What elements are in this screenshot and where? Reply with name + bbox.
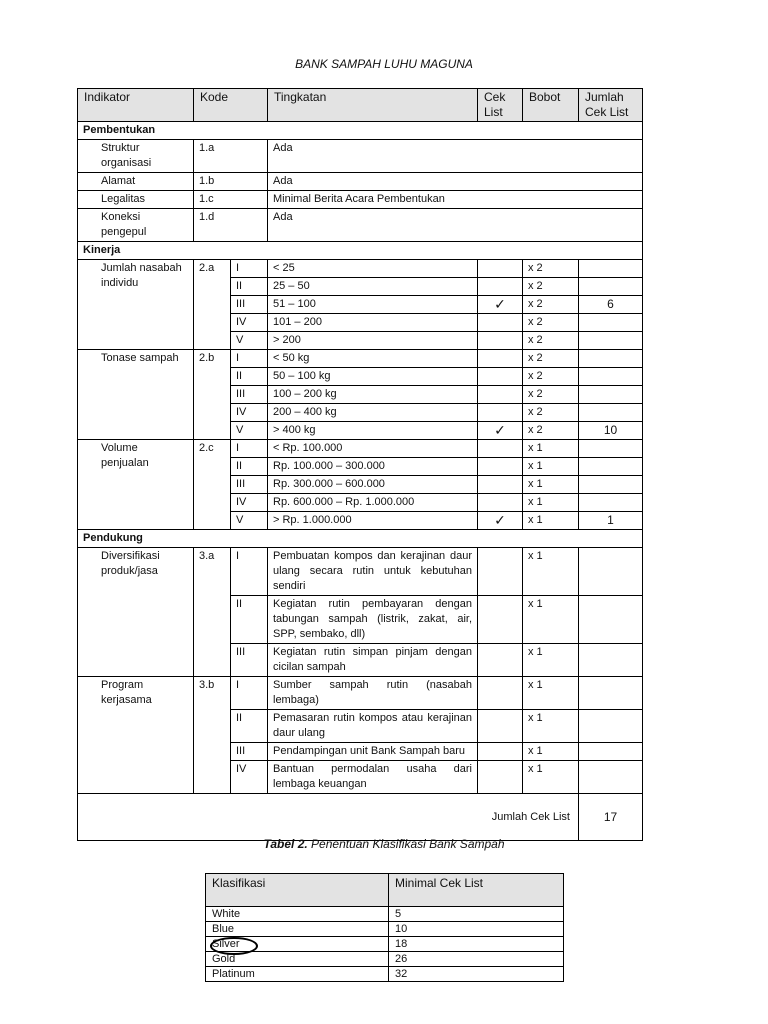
class-min-cell: 5 (389, 907, 564, 922)
bobot-cell: x 2 (523, 296, 579, 314)
level-description-cell: Sumber sampah rutin (nasabah lembaga) (268, 677, 478, 710)
check-cell (478, 458, 523, 476)
indicator-cell: Volume penjualan (78, 440, 194, 530)
total-empty-cell (579, 548, 643, 596)
bobot-cell: x 2 (523, 332, 579, 350)
check-mark: ✓ (478, 422, 523, 440)
total-empty-cell (579, 644, 643, 677)
indicator-cell: Alamat (78, 173, 194, 191)
level-description-cell: Kegiatan rutin simpan pinjam dengan cicilan sampah (268, 644, 478, 677)
total-cell: 10 (579, 422, 643, 440)
bobot-cell: x 1 (523, 494, 579, 512)
classification-body (206, 907, 564, 982)
level-description-cell: Bantuan permodalan usaha dari lembaga keuangan (268, 761, 478, 794)
section-label: Kinerja (78, 242, 643, 260)
level-roman-cell: II (231, 458, 268, 476)
document-title: BANK SAMPAH LUHU MAGUNA (295, 57, 473, 71)
check-cell (478, 494, 523, 512)
bobot-cell: x 1 (523, 761, 579, 794)
checklist-table (77, 88, 643, 841)
section-row (78, 530, 643, 548)
checklist-body (78, 122, 643, 841)
class-min-cell: 18 (389, 937, 564, 952)
indicator-cell: Tonase sampah (78, 350, 194, 440)
table-row (78, 350, 643, 368)
check-cell (478, 278, 523, 296)
total-empty-cell (579, 314, 643, 332)
check-cell (478, 404, 523, 422)
level-roman-cell: II (231, 596, 268, 644)
classification-header-row (206, 874, 564, 907)
total-empty-cell (579, 350, 643, 368)
check-cell (478, 743, 523, 761)
level-roman-cell: IV (231, 494, 268, 512)
total-empty-cell (579, 494, 643, 512)
bobot-cell: x 1 (523, 476, 579, 494)
total-empty-cell (579, 458, 643, 476)
class-name-cell (206, 907, 389, 922)
total-empty-cell (579, 476, 643, 494)
header-tingkatan: Tingkatan (268, 89, 478, 122)
section-row (78, 122, 643, 140)
bobot-cell: x 1 (523, 596, 579, 644)
total-empty-cell (579, 404, 643, 422)
bobot-cell: x 2 (523, 404, 579, 422)
class-name: Gold (212, 953, 236, 965)
check-mark: ✓ (478, 296, 523, 314)
level-range-cell: > Rp. 1.000.000 (268, 512, 478, 530)
level-range-cell: 25 – 50 (268, 278, 478, 296)
check-cell (478, 761, 523, 794)
footer-label: Jumlah Cek List (78, 794, 579, 841)
level-roman-cell: IV (231, 314, 268, 332)
total-empty-cell (579, 596, 643, 644)
check-cell (478, 710, 523, 743)
section-label: Pendukung (78, 530, 643, 548)
level-range-cell: < Rp. 100.000 (268, 440, 478, 458)
class-name: White (212, 908, 241, 920)
check-cell (478, 476, 523, 494)
indicator-cell: Diversifikasi produk/jasa (78, 548, 194, 677)
level-cell: Ada (268, 173, 643, 191)
level-cell: Ada (268, 209, 643, 242)
class-name: Platinum (212, 968, 255, 980)
table-caption (0, 837, 768, 851)
level-roman-cell: V (231, 422, 268, 440)
footer-total: 17 (579, 794, 643, 841)
level-roman-cell: V (231, 332, 268, 350)
level-roman-cell: IV (231, 761, 268, 794)
level-roman-cell: IV (231, 404, 268, 422)
check-mark: ✓ (478, 512, 523, 530)
level-description-cell: Pembuatan kompos dan kerajinan daur ulang secara rutin untuk kebutuhan sendiri (268, 548, 478, 596)
level-range-cell: 200 – 400 kg (268, 404, 478, 422)
total-empty-cell (579, 278, 643, 296)
level-roman-cell: III (231, 476, 268, 494)
indicator-cell: Koneksi pengepul (78, 209, 194, 242)
table-row (78, 260, 643, 278)
footer-row (78, 794, 643, 841)
bobot-cell: x 2 (523, 350, 579, 368)
check-cell (478, 332, 523, 350)
header-jumlah-cek-list: Jumlah Cek List (579, 89, 643, 122)
check-cell (478, 386, 523, 404)
total-empty-cell (579, 368, 643, 386)
level-cell: Minimal Berita Acara Pembentukan (268, 191, 643, 209)
level-range-cell: Rp. 300.000 – 600.000 (268, 476, 478, 494)
classification-row (206, 907, 564, 922)
header-minimal-cek-list: Minimal Cek List (389, 874, 564, 907)
indicator-cell: Program kerjasama (78, 677, 194, 794)
class-min-cell: 10 (389, 922, 564, 937)
code-cell: 3.b (194, 677, 231, 794)
class-name: Blue (212, 923, 235, 935)
code-cell: 2.b (194, 350, 231, 440)
table-row (78, 209, 643, 242)
class-min-cell: 26 (389, 952, 564, 967)
table-row (78, 140, 643, 173)
total-empty-cell (579, 710, 643, 743)
caption-text: Penentuan Klasifikasi Bank Sampah (307, 837, 505, 851)
check-cell (478, 677, 523, 710)
level-cell: Ada (268, 140, 643, 173)
code-cell: 1.b (194, 173, 268, 191)
level-range-cell: > 400 kg (268, 422, 478, 440)
level-roman-cell: III (231, 296, 268, 314)
bobot-cell: x 2 (523, 314, 579, 332)
code-cell: 1.d (194, 209, 268, 242)
level-description-cell: Pendampingan unit Bank Sampah baru (268, 743, 478, 761)
level-range-cell: Rp. 600.000 – Rp. 1.000.000 (268, 494, 478, 512)
bobot-cell: x 1 (523, 548, 579, 596)
class-name-cell (206, 967, 389, 982)
table-header-row (78, 89, 643, 122)
bobot-cell: x 2 (523, 260, 579, 278)
level-range-cell: 50 – 100 kg (268, 368, 478, 386)
check-cell (478, 548, 523, 596)
bobot-cell: x 1 (523, 458, 579, 476)
total-empty-cell (579, 386, 643, 404)
header-bobot: Bobot (523, 89, 579, 122)
bobot-cell: x 1 (523, 743, 579, 761)
bobot-cell: x 2 (523, 278, 579, 296)
level-roman-cell: III (231, 644, 268, 677)
total-empty-cell (579, 332, 643, 350)
circled-class-name: Silver (212, 938, 240, 950)
level-roman-cell: II (231, 710, 268, 743)
bobot-cell: x 1 (523, 710, 579, 743)
total-empty-cell (579, 260, 643, 278)
code-cell: 1.c (194, 191, 268, 209)
total-empty-cell (579, 440, 643, 458)
check-cell (478, 644, 523, 677)
indicator-cell: Legalitas (78, 191, 194, 209)
caption-number: Tabel 2. (263, 837, 308, 851)
level-roman-cell: I (231, 440, 268, 458)
classification-row (206, 967, 564, 982)
level-description-cell: Pemasaran rutin kompos atau kerajinan daur ulang (268, 710, 478, 743)
total-empty-cell (579, 761, 643, 794)
level-roman-cell: II (231, 278, 268, 296)
total-empty-cell (579, 677, 643, 710)
level-description-cell: Kegiatan rutin pembayaran dengan tabungan sampah (listrik, zakat, air, SPP, sembako, dll) (268, 596, 478, 644)
class-min-cell: 32 (389, 967, 564, 982)
table-row (78, 191, 643, 209)
level-range-cell: 100 – 200 kg (268, 386, 478, 404)
level-roman-cell: I (231, 677, 268, 710)
bobot-cell: x 2 (523, 368, 579, 386)
level-range-cell: 101 – 200 (268, 314, 478, 332)
bobot-cell: x 2 (523, 386, 579, 404)
code-cell: 3.a (194, 548, 231, 677)
check-cell (478, 440, 523, 458)
class-name-cell (206, 922, 389, 937)
header-cek-list: Cek List (478, 89, 523, 122)
section-row (78, 242, 643, 260)
total-cell: 6 (579, 296, 643, 314)
level-range-cell: < 25 (268, 260, 478, 278)
indicator-cell: Struktur organisasi (78, 140, 194, 173)
check-cell (478, 368, 523, 386)
level-range-cell: 51 – 100 (268, 296, 478, 314)
table-row (78, 440, 643, 458)
header-kode: Kode (194, 89, 268, 122)
bobot-cell: x 1 (523, 440, 579, 458)
bobot-cell: x 2 (523, 422, 579, 440)
check-cell (478, 314, 523, 332)
classification-row (206, 922, 564, 937)
section-label: Pembentukan (78, 122, 643, 140)
total-empty-cell (579, 743, 643, 761)
level-range-cell: > 200 (268, 332, 478, 350)
table-row (78, 548, 643, 596)
classification-row (206, 952, 564, 967)
classification-row (206, 937, 564, 952)
header-indikator: Indikator (78, 89, 194, 122)
indicator-cell: Jumlah nasabah individu (78, 260, 194, 350)
check-cell (478, 260, 523, 278)
bobot-cell: x 1 (523, 677, 579, 710)
level-range-cell: < 50 kg (268, 350, 478, 368)
table-row (78, 677, 643, 710)
class-name-cell (206, 937, 389, 952)
table-row (78, 173, 643, 191)
level-roman-cell: I (231, 548, 268, 596)
level-roman-cell: I (231, 260, 268, 278)
check-cell (478, 596, 523, 644)
total-cell: 1 (579, 512, 643, 530)
code-cell: 1.a (194, 140, 268, 173)
classification-table (205, 873, 564, 982)
level-range-cell: Rp. 100.000 – 300.000 (268, 458, 478, 476)
level-roman-cell: III (231, 743, 268, 761)
bobot-cell: x 1 (523, 644, 579, 677)
bobot-cell: x 1 (523, 512, 579, 530)
level-roman-cell: II (231, 368, 268, 386)
check-cell (478, 350, 523, 368)
level-roman-cell: III (231, 386, 268, 404)
code-cell: 2.a (194, 260, 231, 350)
level-roman-cell: V (231, 512, 268, 530)
header-klasifikasi: Klasifikasi (206, 874, 389, 907)
code-cell: 2.c (194, 440, 231, 530)
level-roman-cell: I (231, 350, 268, 368)
